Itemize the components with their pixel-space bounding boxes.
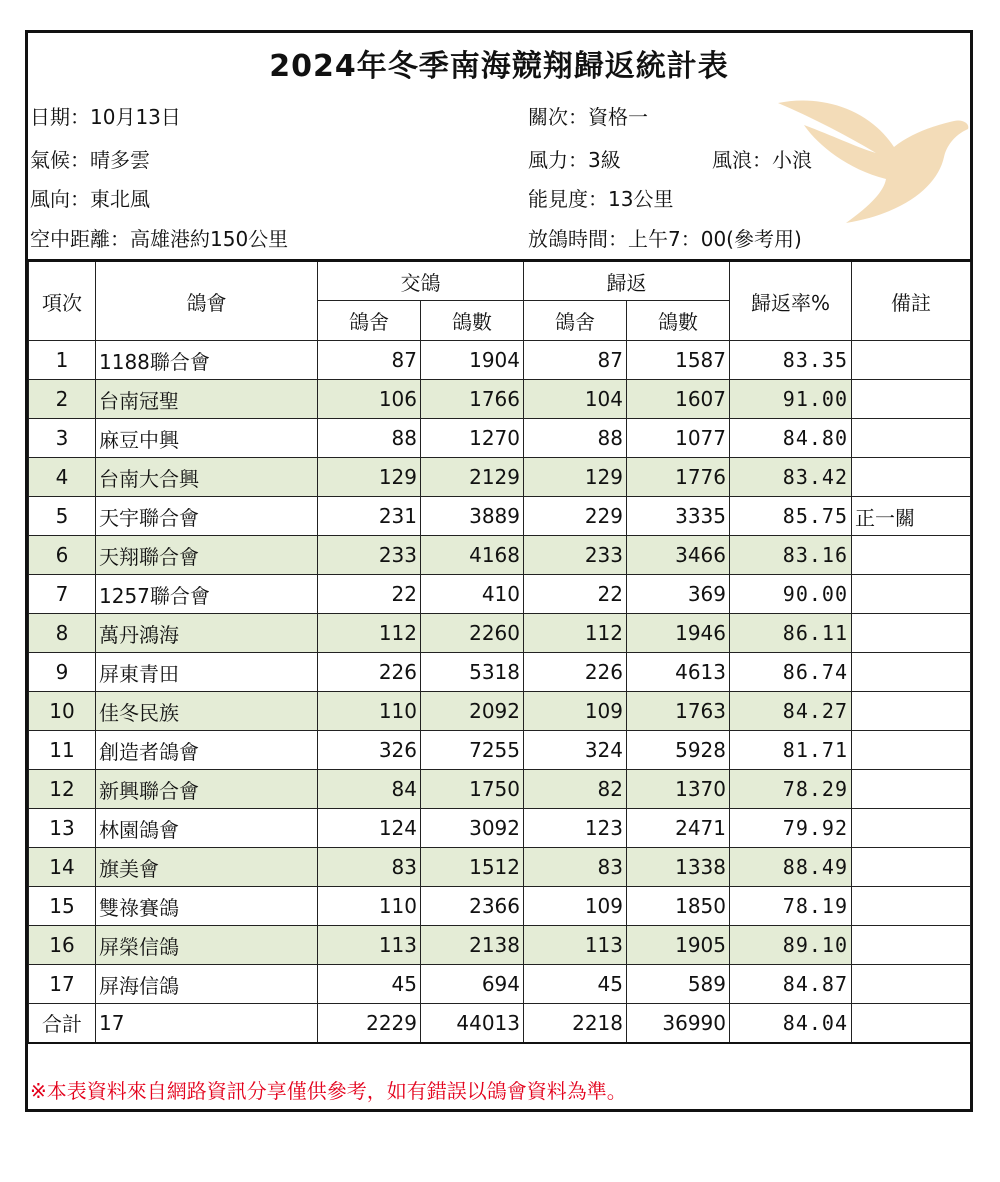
row-submitted-lofts: 226 <box>318 653 421 692</box>
row-submitted-lofts: 113 <box>318 926 421 965</box>
row-note <box>852 575 971 614</box>
header-rate: 歸返率% <box>730 261 852 341</box>
row-submitted-birds: 694 <box>421 965 524 1004</box>
row-submitted-lofts: 83 <box>318 848 421 887</box>
row-note <box>852 848 971 887</box>
row-club: 佳冬民族 <box>96 692 318 731</box>
row-note <box>852 809 971 848</box>
row-return-rate: 84.27 <box>730 692 852 731</box>
row-returned-lofts: 82 <box>524 770 627 809</box>
info-release-time: 放鴿時間：上午7：00(參考用) <box>528 227 802 251</box>
row-returned-lofts: 83 <box>524 848 627 887</box>
row-returned-birds: 1776 <box>627 458 730 497</box>
row-submitted-birds: 1766 <box>421 380 524 419</box>
row-club: 林園鴿會 <box>96 809 318 848</box>
info-wind-power: 風力：3級 <box>528 148 621 172</box>
row-note <box>852 458 971 497</box>
row-club: 天翔聯合會 <box>96 536 318 575</box>
row-note: 正一關 <box>852 497 971 536</box>
row-return-rate: 91.00 <box>730 380 852 419</box>
info-climate: 氣候：晴多雲 <box>30 148 150 172</box>
row-submitted-birds: 2366 <box>421 887 524 926</box>
row-submitted-lofts: 88 <box>318 419 421 458</box>
row-submitted-birds: 3889 <box>421 497 524 536</box>
row-return-rate: 89.10 <box>730 926 852 965</box>
row-number: 4 <box>29 458 96 497</box>
row-submitted-birds: 2129 <box>421 458 524 497</box>
row-submitted-lofts: 106 <box>318 380 421 419</box>
row-submitted-birds: 3092 <box>421 809 524 848</box>
total-return-rate: 84.04 <box>730 1004 852 1043</box>
row-club: 1188聯合會 <box>96 341 318 380</box>
row-number: 16 <box>29 926 96 965</box>
row-club: 麻豆中興 <box>96 419 318 458</box>
row-returned-birds: 1338 <box>627 848 730 887</box>
row-returned-birds: 589 <box>627 965 730 1004</box>
table-row <box>29 575 971 614</box>
row-returned-birds: 4613 <box>627 653 730 692</box>
header-returned: 歸返 <box>524 261 730 301</box>
row-submitted-birds: 1904 <box>421 341 524 380</box>
header-submitted-birds: 鴿數 <box>421 301 524 341</box>
row-number: 9 <box>29 653 96 692</box>
row-submitted-lofts: 112 <box>318 614 421 653</box>
row-returned-birds: 1850 <box>627 887 730 926</box>
row-submitted-birds: 2260 <box>421 614 524 653</box>
total-submitted-lofts: 2229 <box>318 1004 421 1043</box>
row-number: 8 <box>29 614 96 653</box>
row-returned-birds: 1905 <box>627 926 730 965</box>
row-return-rate: 83.16 <box>730 536 852 575</box>
row-returned-birds: 1370 <box>627 770 730 809</box>
row-submitted-lofts: 231 <box>318 497 421 536</box>
table-row <box>29 965 971 1004</box>
row-submitted-lofts: 87 <box>318 341 421 380</box>
table-row <box>29 419 971 458</box>
row-returned-lofts: 22 <box>524 575 627 614</box>
row-note <box>852 887 971 926</box>
row-returned-birds: 369 <box>627 575 730 614</box>
table-row <box>29 770 971 809</box>
row-submitted-lofts: 129 <box>318 458 421 497</box>
row-number: 13 <box>29 809 96 848</box>
row-returned-lofts: 45 <box>524 965 627 1004</box>
row-return-rate: 86.11 <box>730 614 852 653</box>
total-submitted-birds: 44013 <box>421 1004 524 1043</box>
row-submitted-lofts: 110 <box>318 692 421 731</box>
row-submitted-birds: 7255 <box>421 731 524 770</box>
row-submitted-lofts: 110 <box>318 887 421 926</box>
row-returned-lofts: 87 <box>524 341 627 380</box>
stats-table <box>28 259 971 1044</box>
row-returned-lofts: 109 <box>524 692 627 731</box>
row-note <box>852 770 971 809</box>
row-number: 12 <box>29 770 96 809</box>
row-returned-lofts: 109 <box>524 887 627 926</box>
row-note <box>852 614 971 653</box>
info-level: 關次：資格一 <box>528 105 648 129</box>
row-club: 屏海信鴿 <box>96 965 318 1004</box>
row-number: 10 <box>29 692 96 731</box>
row-note <box>852 536 971 575</box>
row-note <box>852 965 971 1004</box>
row-submitted-birds: 5318 <box>421 653 524 692</box>
row-return-rate: 83.35 <box>730 341 852 380</box>
row-submitted-birds: 2092 <box>421 692 524 731</box>
table-row <box>29 536 971 575</box>
row-submitted-lofts: 84 <box>318 770 421 809</box>
row-return-rate: 84.87 <box>730 965 852 1004</box>
table-row <box>29 848 971 887</box>
row-return-rate: 83.42 <box>730 458 852 497</box>
row-returned-lofts: 229 <box>524 497 627 536</box>
info-visibility: 能見度：13公里 <box>528 187 674 211</box>
row-club: 旗美會 <box>96 848 318 887</box>
row-submitted-lofts: 233 <box>318 536 421 575</box>
row-number: 11 <box>29 731 96 770</box>
row-return-rate: 88.49 <box>730 848 852 887</box>
table-row <box>29 731 971 770</box>
row-return-rate: 90.00 <box>730 575 852 614</box>
row-number: 6 <box>29 536 96 575</box>
row-club: 屏榮信鴿 <box>96 926 318 965</box>
info-waves: 風浪：小浪 <box>712 148 812 172</box>
row-returned-birds: 1587 <box>627 341 730 380</box>
row-number: 1 <box>29 341 96 380</box>
row-club: 萬丹鴻海 <box>96 614 318 653</box>
row-club: 台南冠聖 <box>96 380 318 419</box>
row-submitted-birds: 1512 <box>421 848 524 887</box>
row-note <box>852 419 971 458</box>
row-number: 7 <box>29 575 96 614</box>
row-submitted-birds: 410 <box>421 575 524 614</box>
row-number: 15 <box>29 887 96 926</box>
row-returned-lofts: 226 <box>524 653 627 692</box>
table-row <box>29 809 971 848</box>
row-returned-lofts: 324 <box>524 731 627 770</box>
row-club: 新興聯合會 <box>96 770 318 809</box>
header-returned-birds: 鴿數 <box>627 301 730 341</box>
header-item: 項次 <box>29 261 96 341</box>
footnote: ※本表資料來自網路資訊分享僅供參考，如有錯誤以鴿會資料為準。 <box>30 1079 627 1103</box>
table-row <box>29 887 971 926</box>
row-return-rate: 78.19 <box>730 887 852 926</box>
row-return-rate: 85.75 <box>730 497 852 536</box>
row-number: 2 <box>29 380 96 419</box>
row-note <box>852 926 971 965</box>
info-date: 日期：10月13日 <box>30 105 181 129</box>
row-returned-birds: 3466 <box>627 536 730 575</box>
row-returned-birds: 1077 <box>627 419 730 458</box>
row-submitted-birds: 1750 <box>421 770 524 809</box>
row-returned-lofts: 123 <box>524 809 627 848</box>
row-club: 台南大合興 <box>96 458 318 497</box>
header-submitted: 交鴿 <box>318 261 524 301</box>
row-return-rate: 79.92 <box>730 809 852 848</box>
row-return-rate: 84.80 <box>730 419 852 458</box>
table-row <box>29 926 971 965</box>
stats-sheet <box>25 30 973 1112</box>
total-label: 合計 <box>29 1004 96 1043</box>
row-club: 1257聯合會 <box>96 575 318 614</box>
row-returned-birds: 3335 <box>627 497 730 536</box>
table-row <box>29 341 971 380</box>
row-submitted-birds: 1270 <box>421 419 524 458</box>
header-submitted-lofts: 鴿舍 <box>318 301 421 341</box>
row-returned-lofts: 88 <box>524 419 627 458</box>
row-submitted-lofts: 124 <box>318 809 421 848</box>
total-note <box>852 1004 971 1043</box>
row-club: 創造者鴿會 <box>96 731 318 770</box>
row-note <box>852 653 971 692</box>
page-title: 2024年冬季南海競翔歸返統計表 <box>269 49 729 84</box>
row-submitted-birds: 2138 <box>421 926 524 965</box>
table-row <box>29 497 971 536</box>
row-returned-birds: 1763 <box>627 692 730 731</box>
row-return-rate: 78.29 <box>730 770 852 809</box>
row-submitted-birds: 4168 <box>421 536 524 575</box>
table-body <box>29 341 971 1043</box>
row-returned-lofts: 113 <box>524 926 627 965</box>
row-note <box>852 731 971 770</box>
row-club: 雙祿賽鴿 <box>96 887 318 926</box>
total-club-count: 17 <box>96 1004 318 1043</box>
info-wind-direction: 風向：東北風 <box>30 187 150 211</box>
row-return-rate: 86.74 <box>730 653 852 692</box>
table-row <box>29 458 971 497</box>
table-row <box>29 380 971 419</box>
row-returned-birds: 2471 <box>627 809 730 848</box>
row-club: 天宇聯合會 <box>96 497 318 536</box>
row-returned-lofts: 233 <box>524 536 627 575</box>
header-club: 鴿會 <box>96 261 318 341</box>
row-submitted-lofts: 45 <box>318 965 421 1004</box>
table-row <box>29 653 971 692</box>
row-number: 17 <box>29 965 96 1004</box>
table-row <box>29 614 971 653</box>
row-club: 屏東青田 <box>96 653 318 692</box>
header-returned-lofts: 鴿舍 <box>524 301 627 341</box>
total-row <box>29 1004 971 1043</box>
header-note: 備註 <box>852 261 971 341</box>
row-number: 14 <box>29 848 96 887</box>
row-submitted-lofts: 22 <box>318 575 421 614</box>
info-distance: 空中距離：高雄港約150公里 <box>30 227 289 251</box>
row-returned-lofts: 112 <box>524 614 627 653</box>
table-row <box>29 692 971 731</box>
row-returned-birds: 1607 <box>627 380 730 419</box>
row-note <box>852 692 971 731</box>
row-returned-lofts: 129 <box>524 458 627 497</box>
row-number: 5 <box>29 497 96 536</box>
row-returned-birds: 1946 <box>627 614 730 653</box>
row-submitted-lofts: 326 <box>318 731 421 770</box>
total-returned-lofts: 2218 <box>524 1004 627 1043</box>
total-returned-birds: 36990 <box>627 1004 730 1043</box>
row-returned-lofts: 104 <box>524 380 627 419</box>
row-note <box>852 341 971 380</box>
row-number: 3 <box>29 419 96 458</box>
row-returned-birds: 5928 <box>627 731 730 770</box>
row-note <box>852 380 971 419</box>
row-return-rate: 81.71 <box>730 731 852 770</box>
